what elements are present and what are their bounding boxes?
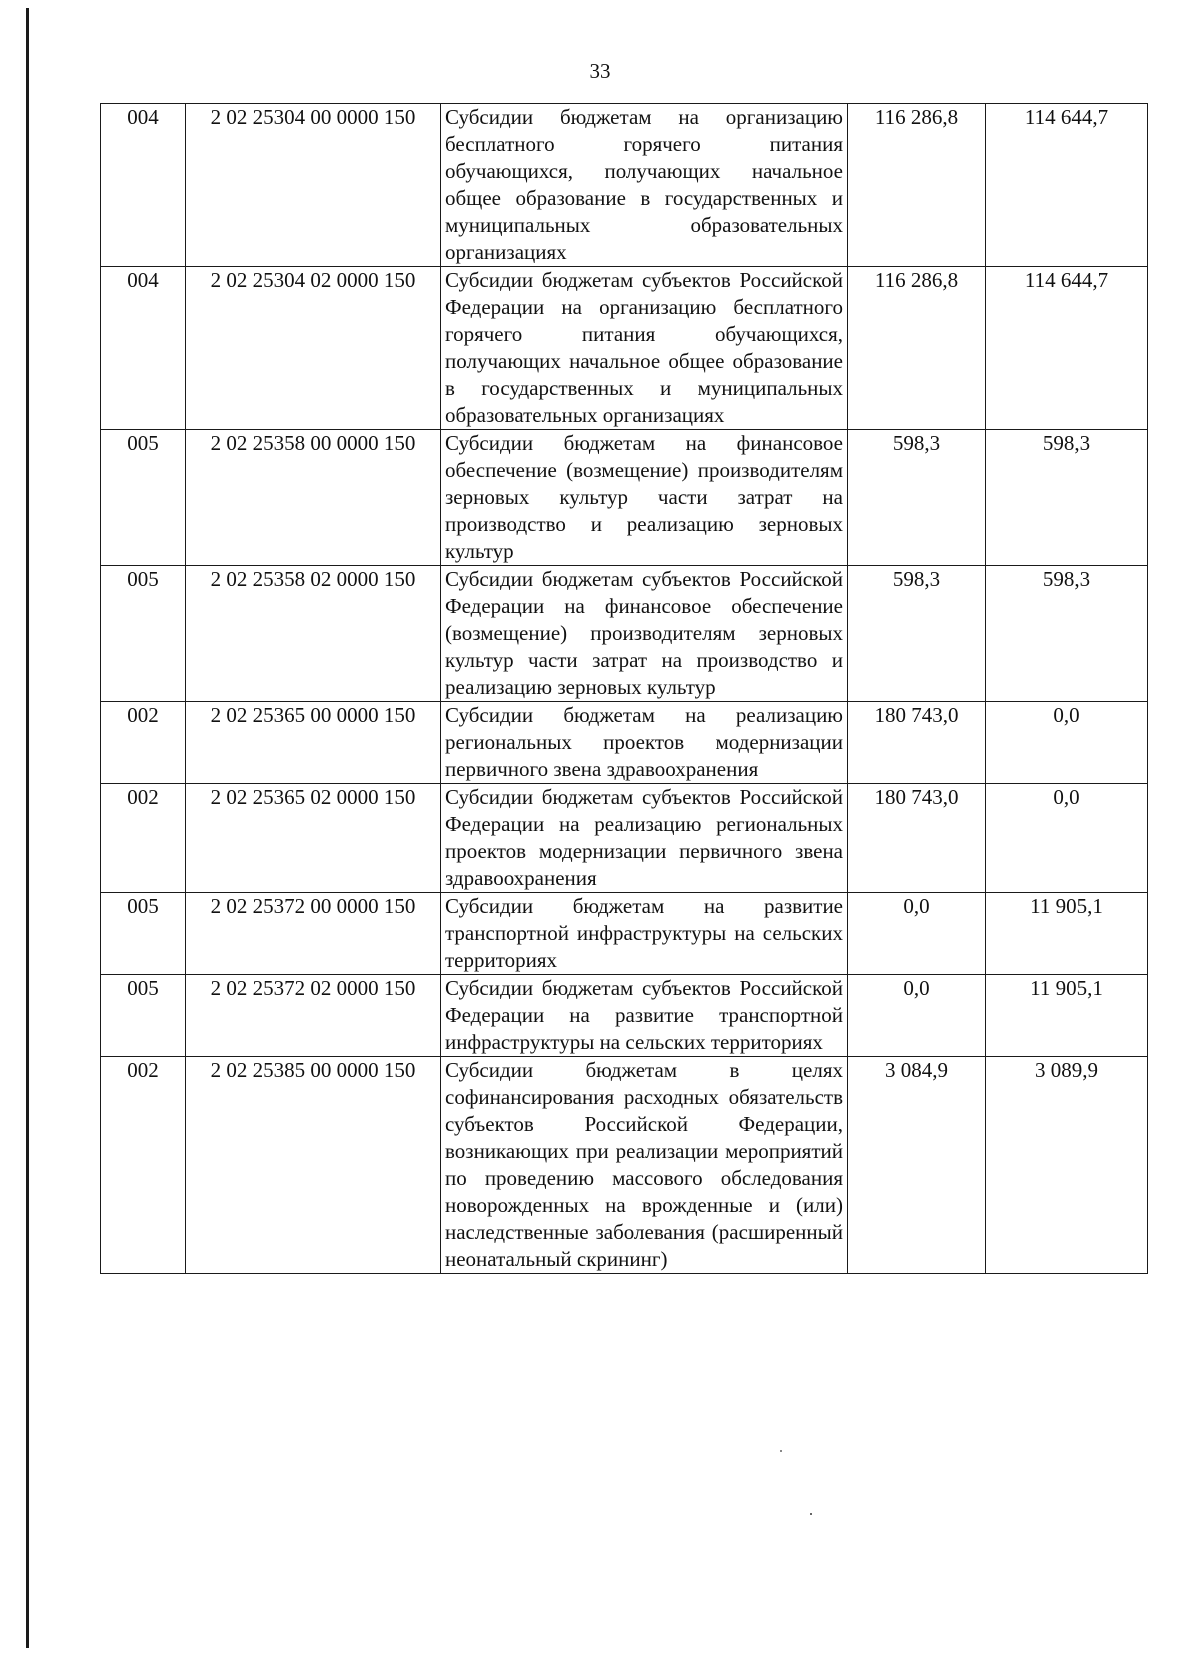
revenue-name-cell: Субсидии бюджетам на организацию бесплатного горячего питания обучающихся, получающих начальное общее образование в государственных и муниципальных образовательных организациях <box>441 104 848 267</box>
revenue-name-cell: Субсидии бюджетам субъектов Российской Федерации на финансовое обеспечение (возмещение) производителям зерновых культур части затрат на производство и реализацию зерновых культур <box>441 566 848 702</box>
admin-code-cell: 004 <box>101 104 186 267</box>
amount-year-1-cell: 116 286,8 <box>848 267 986 430</box>
amount-year-1-cell: 0,0 <box>848 893 986 975</box>
admin-code-cell: 005 <box>101 566 186 702</box>
scan-speck <box>810 1513 812 1515</box>
amount-year-2-cell: 11 905,1 <box>986 893 1148 975</box>
amount-year-2-cell: 11 905,1 <box>986 975 1148 1057</box>
amount-year-2-cell: 598,3 <box>986 566 1148 702</box>
budget-table <box>100 103 1148 1274</box>
budget-classification-code-cell: 2 02 25358 02 0000 150 <box>186 566 441 702</box>
table-row <box>101 430 1148 566</box>
table-row <box>101 1057 1148 1274</box>
budget-classification-code-cell: 2 02 25358 00 0000 150 <box>186 430 441 566</box>
admin-code-cell: 004 <box>101 267 186 430</box>
scan-speck <box>780 1450 782 1452</box>
amount-year-2-cell: 0,0 <box>986 702 1148 784</box>
amount-year-2-cell: 598,3 <box>986 430 1148 566</box>
budget-classification-code-cell: 2 02 25365 00 0000 150 <box>186 702 441 784</box>
revenue-name-cell: Субсидии бюджетам на реализацию региональных проектов модернизации первичного звена здравоохранения <box>441 702 848 784</box>
table-row <box>101 267 1148 430</box>
budget-classification-code-cell: 2 02 25304 00 0000 150 <box>186 104 441 267</box>
amount-year-2-cell: 114 644,7 <box>986 267 1148 430</box>
admin-code-cell: 002 <box>101 702 186 784</box>
amount-year-1-cell: 3 084,9 <box>848 1057 986 1274</box>
budget-classification-code-cell: 2 02 25304 02 0000 150 <box>186 267 441 430</box>
revenue-name-cell: Субсидии бюджетам в целях софинансирования расходных обязательств субъектов Российской Федерации, возникающих при реализации мероприятий по проведению массового обследования новорожденных на врожденные и (или) наследственные заболевания (расширенный неонатальный скрининг) <box>441 1057 848 1274</box>
amount-year-1-cell: 598,3 <box>848 430 986 566</box>
revenue-name-cell: Субсидии бюджетам на финансовое обеспечение (возмещение) производителям зерновых культур части затрат на производство и реализацию зерновых культур <box>441 430 848 566</box>
table-row <box>101 975 1148 1057</box>
scan-margin-line <box>26 8 29 1648</box>
amount-year-1-cell: 598,3 <box>848 566 986 702</box>
table-row <box>101 702 1148 784</box>
revenue-name-cell: Субсидии бюджетам субъектов Российской Федерации на реализацию региональных проектов модернизации первичного звена здравоохранения <box>441 784 848 893</box>
admin-code-cell: 002 <box>101 784 186 893</box>
table-row <box>101 784 1148 893</box>
amount-year-2-cell: 3 089,9 <box>986 1057 1148 1274</box>
budget-classification-code-cell: 2 02 25372 02 0000 150 <box>186 975 441 1057</box>
admin-code-cell: 005 <box>101 893 186 975</box>
table-row <box>101 893 1148 975</box>
budget-classification-code-cell: 2 02 25385 00 0000 150 <box>186 1057 441 1274</box>
admin-code-cell: 005 <box>101 430 186 566</box>
page-number: 33 <box>589 59 611 83</box>
amount-year-1-cell: 116 286,8 <box>848 104 986 267</box>
amount-year-1-cell: 0,0 <box>848 975 986 1057</box>
amount-year-2-cell: 0,0 <box>986 784 1148 893</box>
table-row <box>101 566 1148 702</box>
budget-classification-code-cell: 2 02 25365 02 0000 150 <box>186 784 441 893</box>
budget-classification-code-cell: 2 02 25372 00 0000 150 <box>186 893 441 975</box>
table-row <box>101 104 1148 267</box>
admin-code-cell: 002 <box>101 1057 186 1274</box>
revenue-name-cell: Субсидии бюджетам субъектов Российской Федерации на организацию бесплатного горячего питания обучающихся, получающих начальное общее образование в государственных и муниципальных образовательных организациях <box>441 267 848 430</box>
amount-year-2-cell: 114 644,7 <box>986 104 1148 267</box>
amount-year-1-cell: 180 743,0 <box>848 784 986 893</box>
amount-year-1-cell: 180 743,0 <box>848 702 986 784</box>
revenue-name-cell: Субсидии бюджетам субъектов Российской Федерации на развитие транспортной инфраструктуры на сельских территориях <box>441 975 848 1057</box>
revenue-name-cell: Субсидии бюджетам на развитие транспортной инфраструктуры на сельских территориях <box>441 893 848 975</box>
admin-code-cell: 005 <box>101 975 186 1057</box>
